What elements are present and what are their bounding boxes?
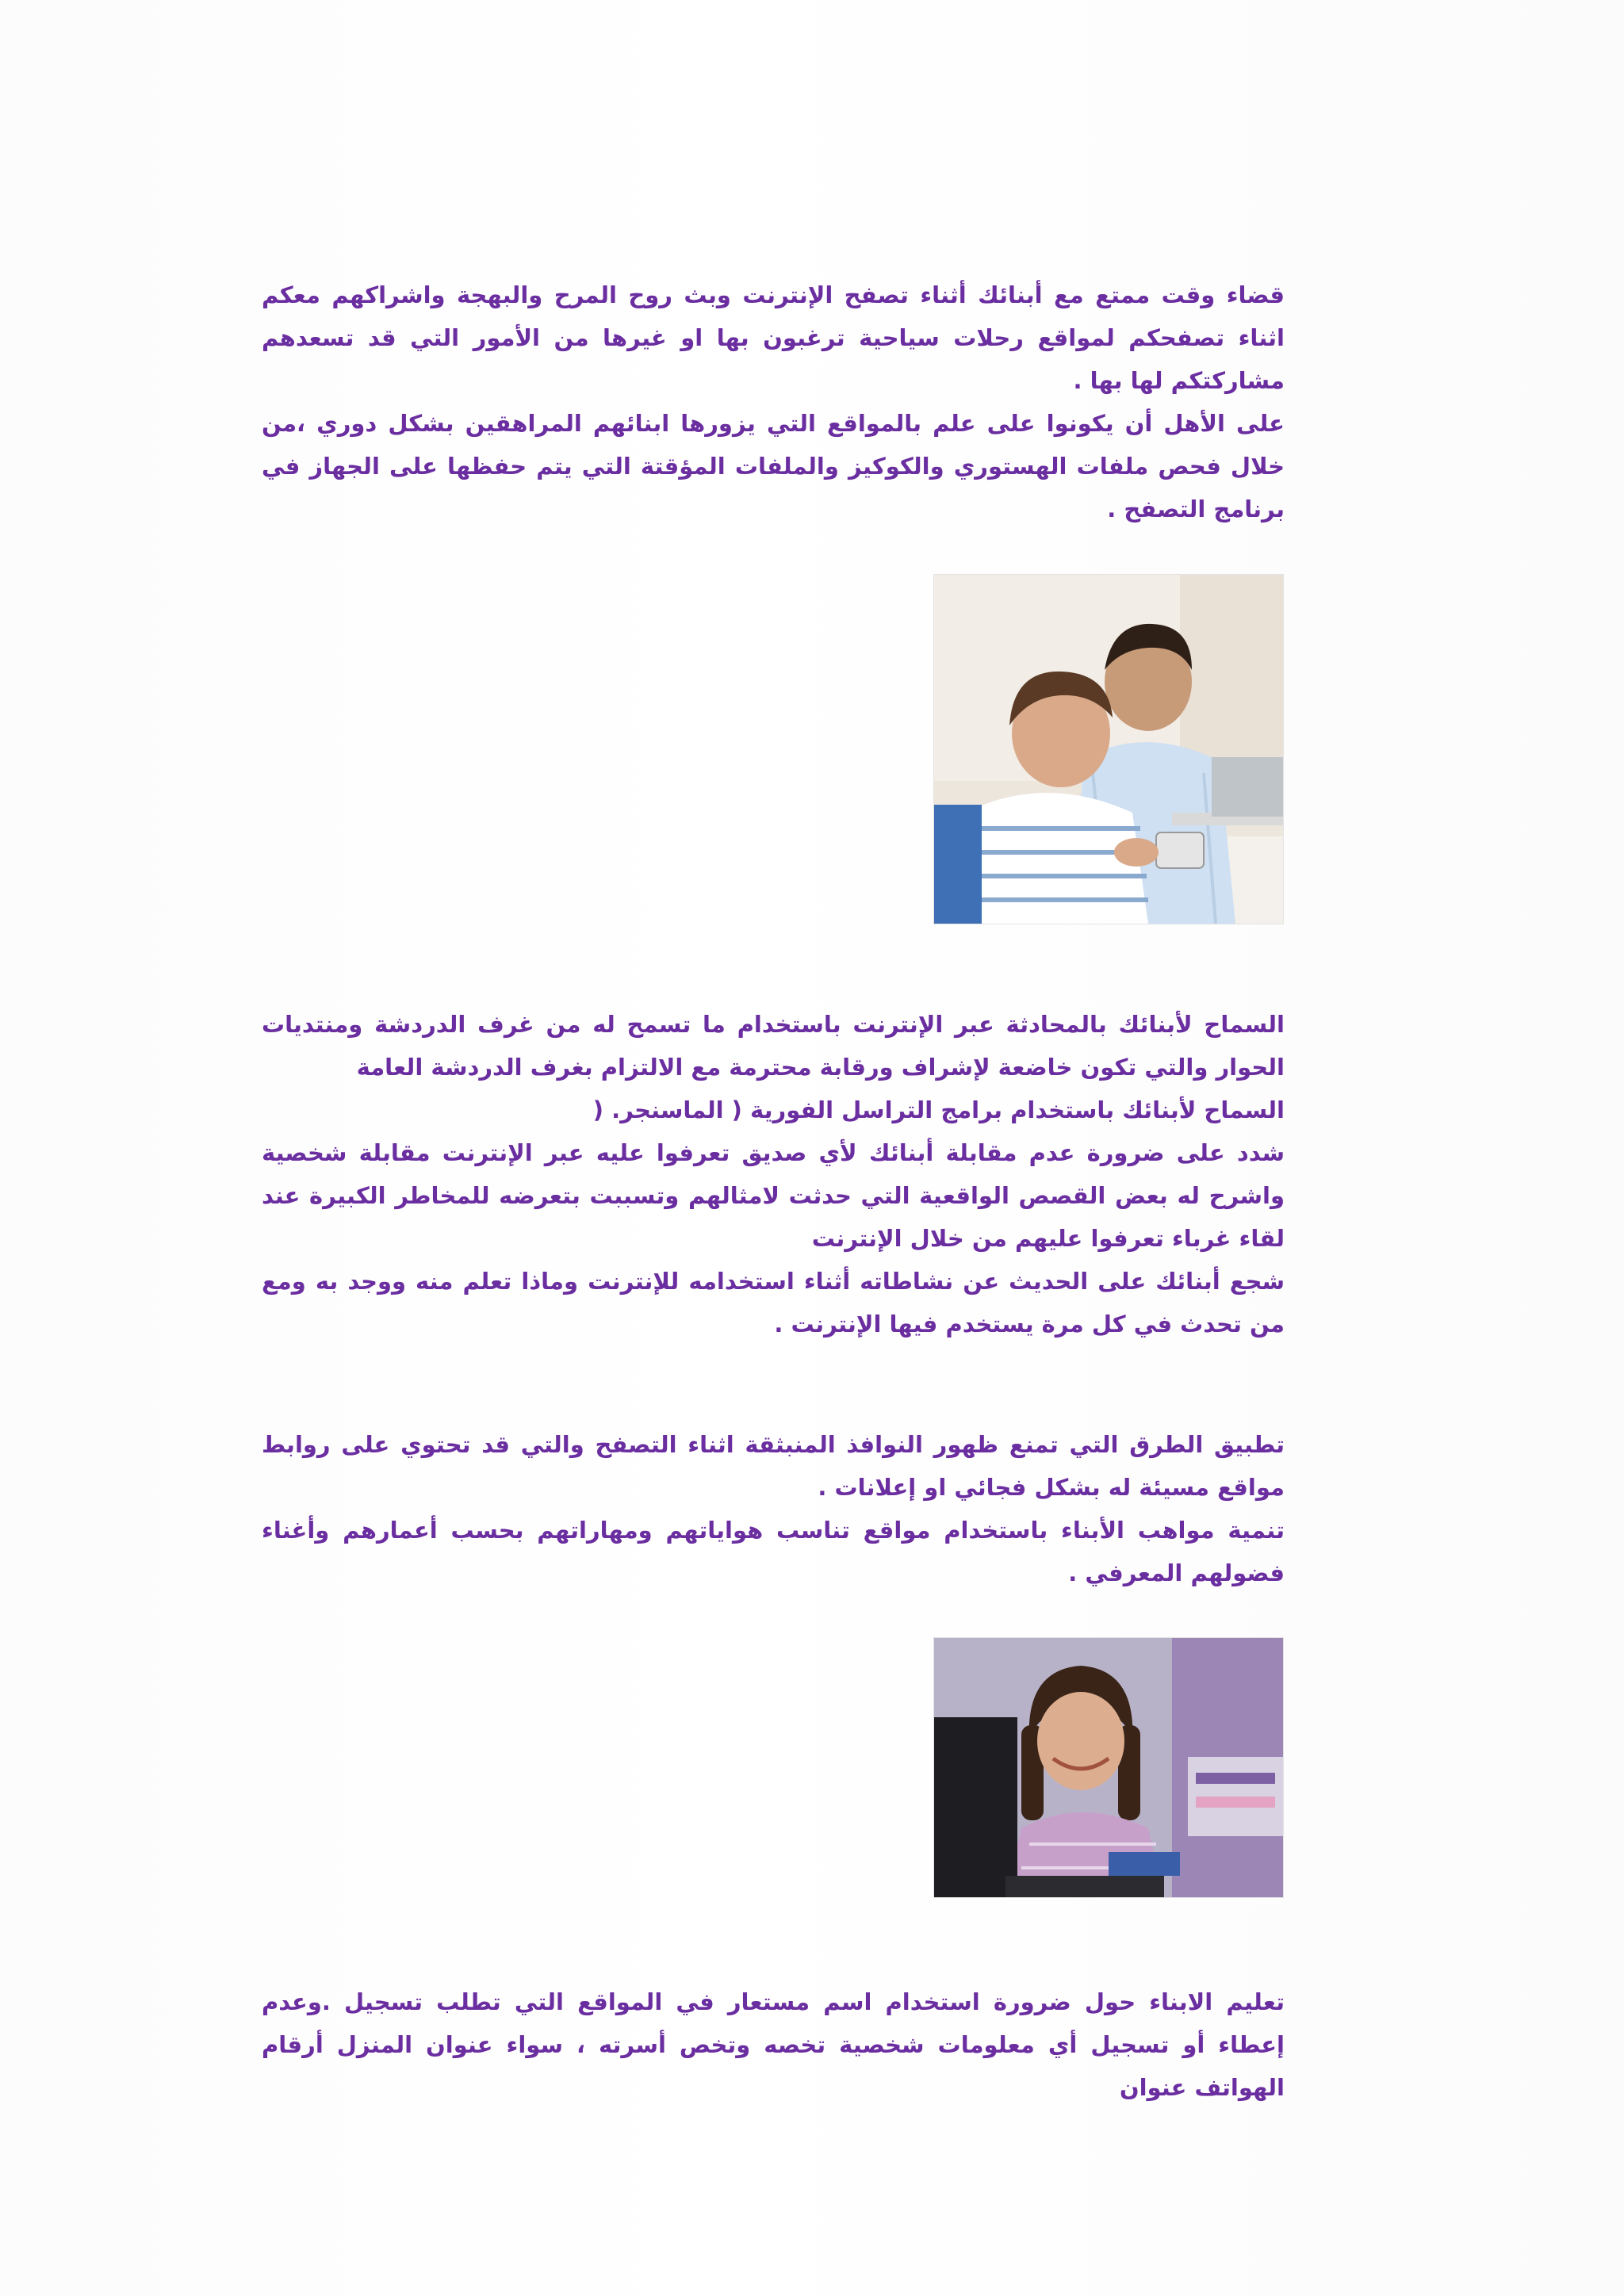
paragraph-develop-talents: تنمية مواهب الأبناء باستخدام مواقع تناسب هواياتهم ومهاراتهم بحسب أعمارهم وأغناء فضولهم المعرفي . (262, 1517, 1285, 1586)
paragraph-chat-rooms: السماح لأبنائك بالمحادثة عبر الإنترنت باستخدام ما تسمح له من غرف الدردشة ومنتديات الحوار والتي تكون خاضعة لإشراف ورقابة محترمة مع الالتزام بغرف الدردشة العامة (262, 1011, 1285, 1081)
paragraph-monitor-history: على الأهل أن يكونوا على علم بالمواقع التي يزورها ابنائهم المراهقين بشكل دوري ،من خلال فحص ملفات الهستوري والكوكيز والملفات المؤقتة التي يتم حفظها على الجهاز في برنامج التصفح . (262, 410, 1285, 522)
section-alias-privacy (262, 1980, 1285, 2109)
photo-girl-computer (933, 1637, 1284, 1898)
photo-father-son-laptop (933, 574, 1284, 924)
paragraph-no-meeting-strangers: شدد على ضرورة عدم مقابلة أبنائك لأي صديق تعرفوا عليه عبر الإنترنت مقابلة شخصية واشرح له بعض القصص الواقعية التي حدثت لامثالهم وتسببت بتعرضه للمخاطر الكبيرة عند لقاء غرباء تعرفوا عليهم من خلال الإنترنت (262, 1139, 1285, 1252)
paragraph-messenger: السماح لأبنائك باستخدام برامج التراسل الفورية ( الماسنجر. ( (592, 1096, 1285, 1123)
paragraph-use-alias: تعليم الابناء حول ضرورة استخدام اسم مستعار في المواقع التي تطلب تسجيل .وعدم إعطاء أو تسجيل أي معلومات شخصية تخصه وتخص أسرته ، سواء عنوان المنزل أرقام الهواتف عنوان (262, 1988, 1285, 2101)
section-family-browsing (262, 274, 1285, 530)
paragraph-talk-about-activity: شجع أبنائك على الحديث عن نشاطاته أثناء استخدامه للإنترنت وماذا تعلم منه ووجد به ومع من تحدث في كل مرة يستخدم فيها الإنترنت . (262, 1268, 1285, 1337)
father-son-illustration (934, 575, 1283, 924)
paragraph-block-popups: تطبيق الطرق التي تمنع ظهور النوافذ المنبثقة اثناء التصفح والتي قد تحتوي على روابط مواقع مسيئة له بشكل فجائي او إعلانات . (262, 1431, 1285, 1501)
girl-computer-illustration (934, 1638, 1283, 1897)
section-popups-talents (262, 1423, 1285, 1594)
section-chat-safety (262, 1003, 1285, 1345)
paragraph-fun-browsing: قضاء وقت ممتع مع أبنائك أثناء تصفح الإنترنت وبث روح المرح والبهجة واشراكهم معكم اثناء تصفحكم لمواقع رحلات سياحية ترغبون بها او غيرها من الأمور التي قد تسعدهم مشاركتكم لها بها . (262, 281, 1285, 394)
